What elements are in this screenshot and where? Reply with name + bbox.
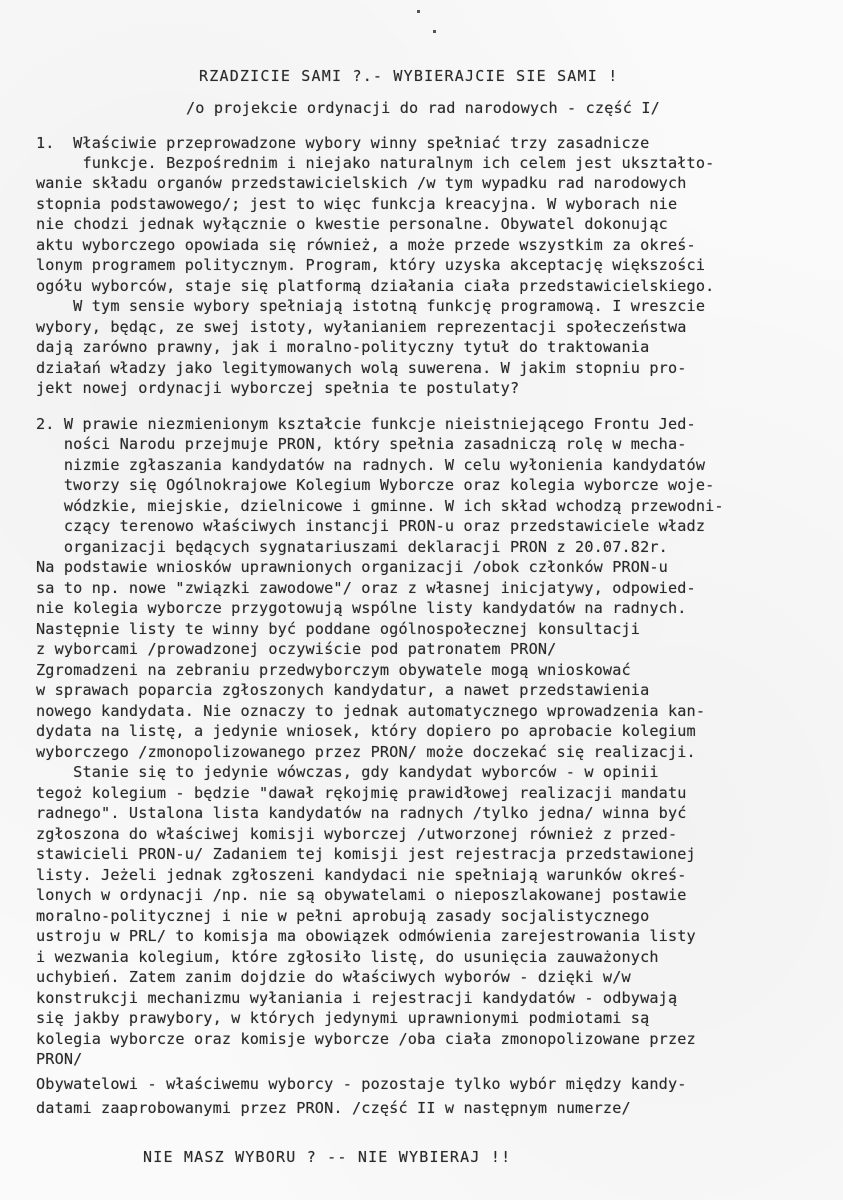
body-line: ustroju w PRL/ to komisja ma obowiązek odmówienia zarejestrowania listy	[36, 927, 696, 945]
body-line: nie chodzi jednak wyłącznie o kwestie personalne. Obywatel dokonując	[36, 215, 668, 233]
body-line: wanie składu organów przedstawicielskich /w tym wypadku rad narodowych	[36, 174, 687, 192]
body-line: sa to np. nowe "związki zawodowe"/ oraz z własnej inicjatywy, odpowied-	[36, 579, 696, 597]
body-line: zgłoszona do właściwej komisji wyborczej /utworzonej również z przed-	[36, 825, 678, 843]
body-line: działań władzy jako legitymowanych wolą suwerena. W jakim stopniu pro-	[36, 359, 687, 377]
body-line: jekt nowej ordynacji wyborczej spełnia te postulaty?	[36, 379, 520, 397]
body-line: się jakby prawybory, w których jedynymi uprawnionymi podmiotami są	[36, 1009, 650, 1027]
body-line: i wezwania kolegium, które zgłosiło listę, do usunięcia zauważonych	[36, 948, 659, 966]
body-line: ności Narodu przejmuje PRON, który spełnia zasadniczą rolę w mecha-	[36, 435, 687, 453]
body-line: tworzy się Ogólnokrajowe Kolegium Wyborcze oraz kolegia wyborcze woje-	[36, 476, 715, 494]
body-line: dydata na listę, a jedynie wniosek, który dopiero po aprobacie kolegium	[36, 722, 696, 740]
body-line: nowego kandydata. Nie oznaczy to jednak automatycznego wprowadzenia kan-	[36, 702, 706, 720]
body-line: Zgromadzeni na zebraniu przedwyborczym obywatele mogą wnioskować	[36, 661, 631, 679]
body-line: czący terenowo właściwych instancji PRON-u oraz przedstawiciele władz	[36, 517, 706, 535]
body-line: wybory, będąc, ze swej istoty, wyłanianiem reprezentacji społeczeństwa	[36, 318, 687, 336]
body-line: Stanie się to jedynie wówczas, gdy kandydat wyborców - w opinii	[36, 763, 659, 781]
body-line: funkcje. Bezpośrednim i niejako naturalnym ich celem jest ukształto-	[36, 154, 715, 172]
body-line: wódzkie, miejskie, dzielnicowe i gminne. W ich skład wchodzą przewodni-	[36, 497, 724, 515]
body-line: nizmie zgłaszania kandydatów na radnych. W celu wyłonienia kandydatów	[36, 456, 706, 474]
body-line: lonych w ordynacji /np. nie są obywatelami o nieposzlakowanej postawie	[36, 886, 687, 904]
body-line: Na podstawie wniosków uprawnionych organizacji /obok członków PRON-u	[36, 558, 668, 576]
body-line: organizacji będących sygnatariuszami deklaracji PRON z 20.07.82r.	[36, 538, 668, 556]
body-line: nie kolegia wyborcze przygotowują wspólne listy kandydatów na radnych.	[36, 599, 687, 617]
body-line: W tym sensie wybory spełniają istotną funkcję programową. I wreszcie	[36, 297, 706, 315]
scan-speck	[417, 10, 420, 13]
document-title: RZADZICIE SAMI ?.- WYBIERAJCIE SIE SAMI !	[199, 67, 619, 85]
body-line: 2. W prawie niezmienionym kształcie funkcje nieistniejącego Frontu Jed-	[36, 415, 696, 433]
body-line: lonym programem politycznym. Program, który uzyska akceptację większości	[36, 256, 706, 274]
document-subtitle: /o projekcie ordynacji do rad narodowych - część I/	[186, 99, 660, 117]
body-line: stawicieli PRON-u/ Zadaniem tej komisji jest rejestracja przedstawionej	[36, 845, 696, 863]
body-line: kolegia wyborcze oraz komisje wyborcze /oba ciała zmonopolizowane przez	[36, 1030, 696, 1048]
body-line: Obywatelowi - właściwemu wyborcy - pozostaje tylko wybór między kandy-	[36, 1075, 687, 1093]
body-line: konstrukcji mechanizmu wyłaniania i rejestracji kandydatów - odbywają	[36, 989, 678, 1007]
body-line: ogółu wyborców, staje się platformą działania ciała przedstawicielskiego.	[36, 277, 715, 295]
body-line: z wyborcami /prowadzonej oczywiście pod patronatem PRON/	[36, 640, 557, 658]
body-line: wyborczego /zmonopolizowanego przez PRON/ może doczekać się realizacji.	[36, 743, 696, 761]
body-line: PRON/	[36, 1050, 83, 1068]
body-line: radnego". Ustalona lista kandydatów na radnych /tylko jedna/ winna być	[36, 804, 687, 822]
scan-speck	[433, 30, 436, 33]
body-line: aktu wyborczego opowiada się również, a może przede wszystkim za okreś-	[36, 236, 696, 254]
body-line: datami zaaprobowanymi przez PRON. /część II w następnym numerze/	[36, 1099, 631, 1117]
body-line: moralno-politycznej i nie w pełni aprobują zasady socjalistycznego	[36, 907, 650, 925]
body-line: uchybień. Zatem zanim dojdzie do właściwych wyborów - dzięki w/w	[36, 968, 631, 986]
footer-slogan: NIE MASZ WYBORU ? -- NIE WYBIERAJ !!	[143, 1148, 512, 1166]
body-line: 1. Właściwie przeprowadzone wybory winny spełniać trzy zasadnicze	[36, 134, 650, 152]
body-line: tegoż kolegium - będzie "dawał rękojmię prawidłowej realizacji mandatu	[36, 784, 687, 802]
body-line: Następnie listy te winny być poddane ogólnospołecznej konsultacji	[36, 620, 641, 638]
body-line: listy. Jeżeli jednak zgłoszeni kandydaci nie spełniają warunków okreś-	[36, 866, 687, 884]
body-line: dają zarówno prawny, jak i moralno-polityczny tytuł do traktowania	[36, 338, 650, 356]
body-line: w sprawach poparcia zgłoszonych kandydatur, a nawet przedstawienia	[36, 681, 650, 699]
body-line: stopnia podstawowego/; jest to więc funkcja kreacyjna. W wyborach nie	[36, 195, 678, 213]
